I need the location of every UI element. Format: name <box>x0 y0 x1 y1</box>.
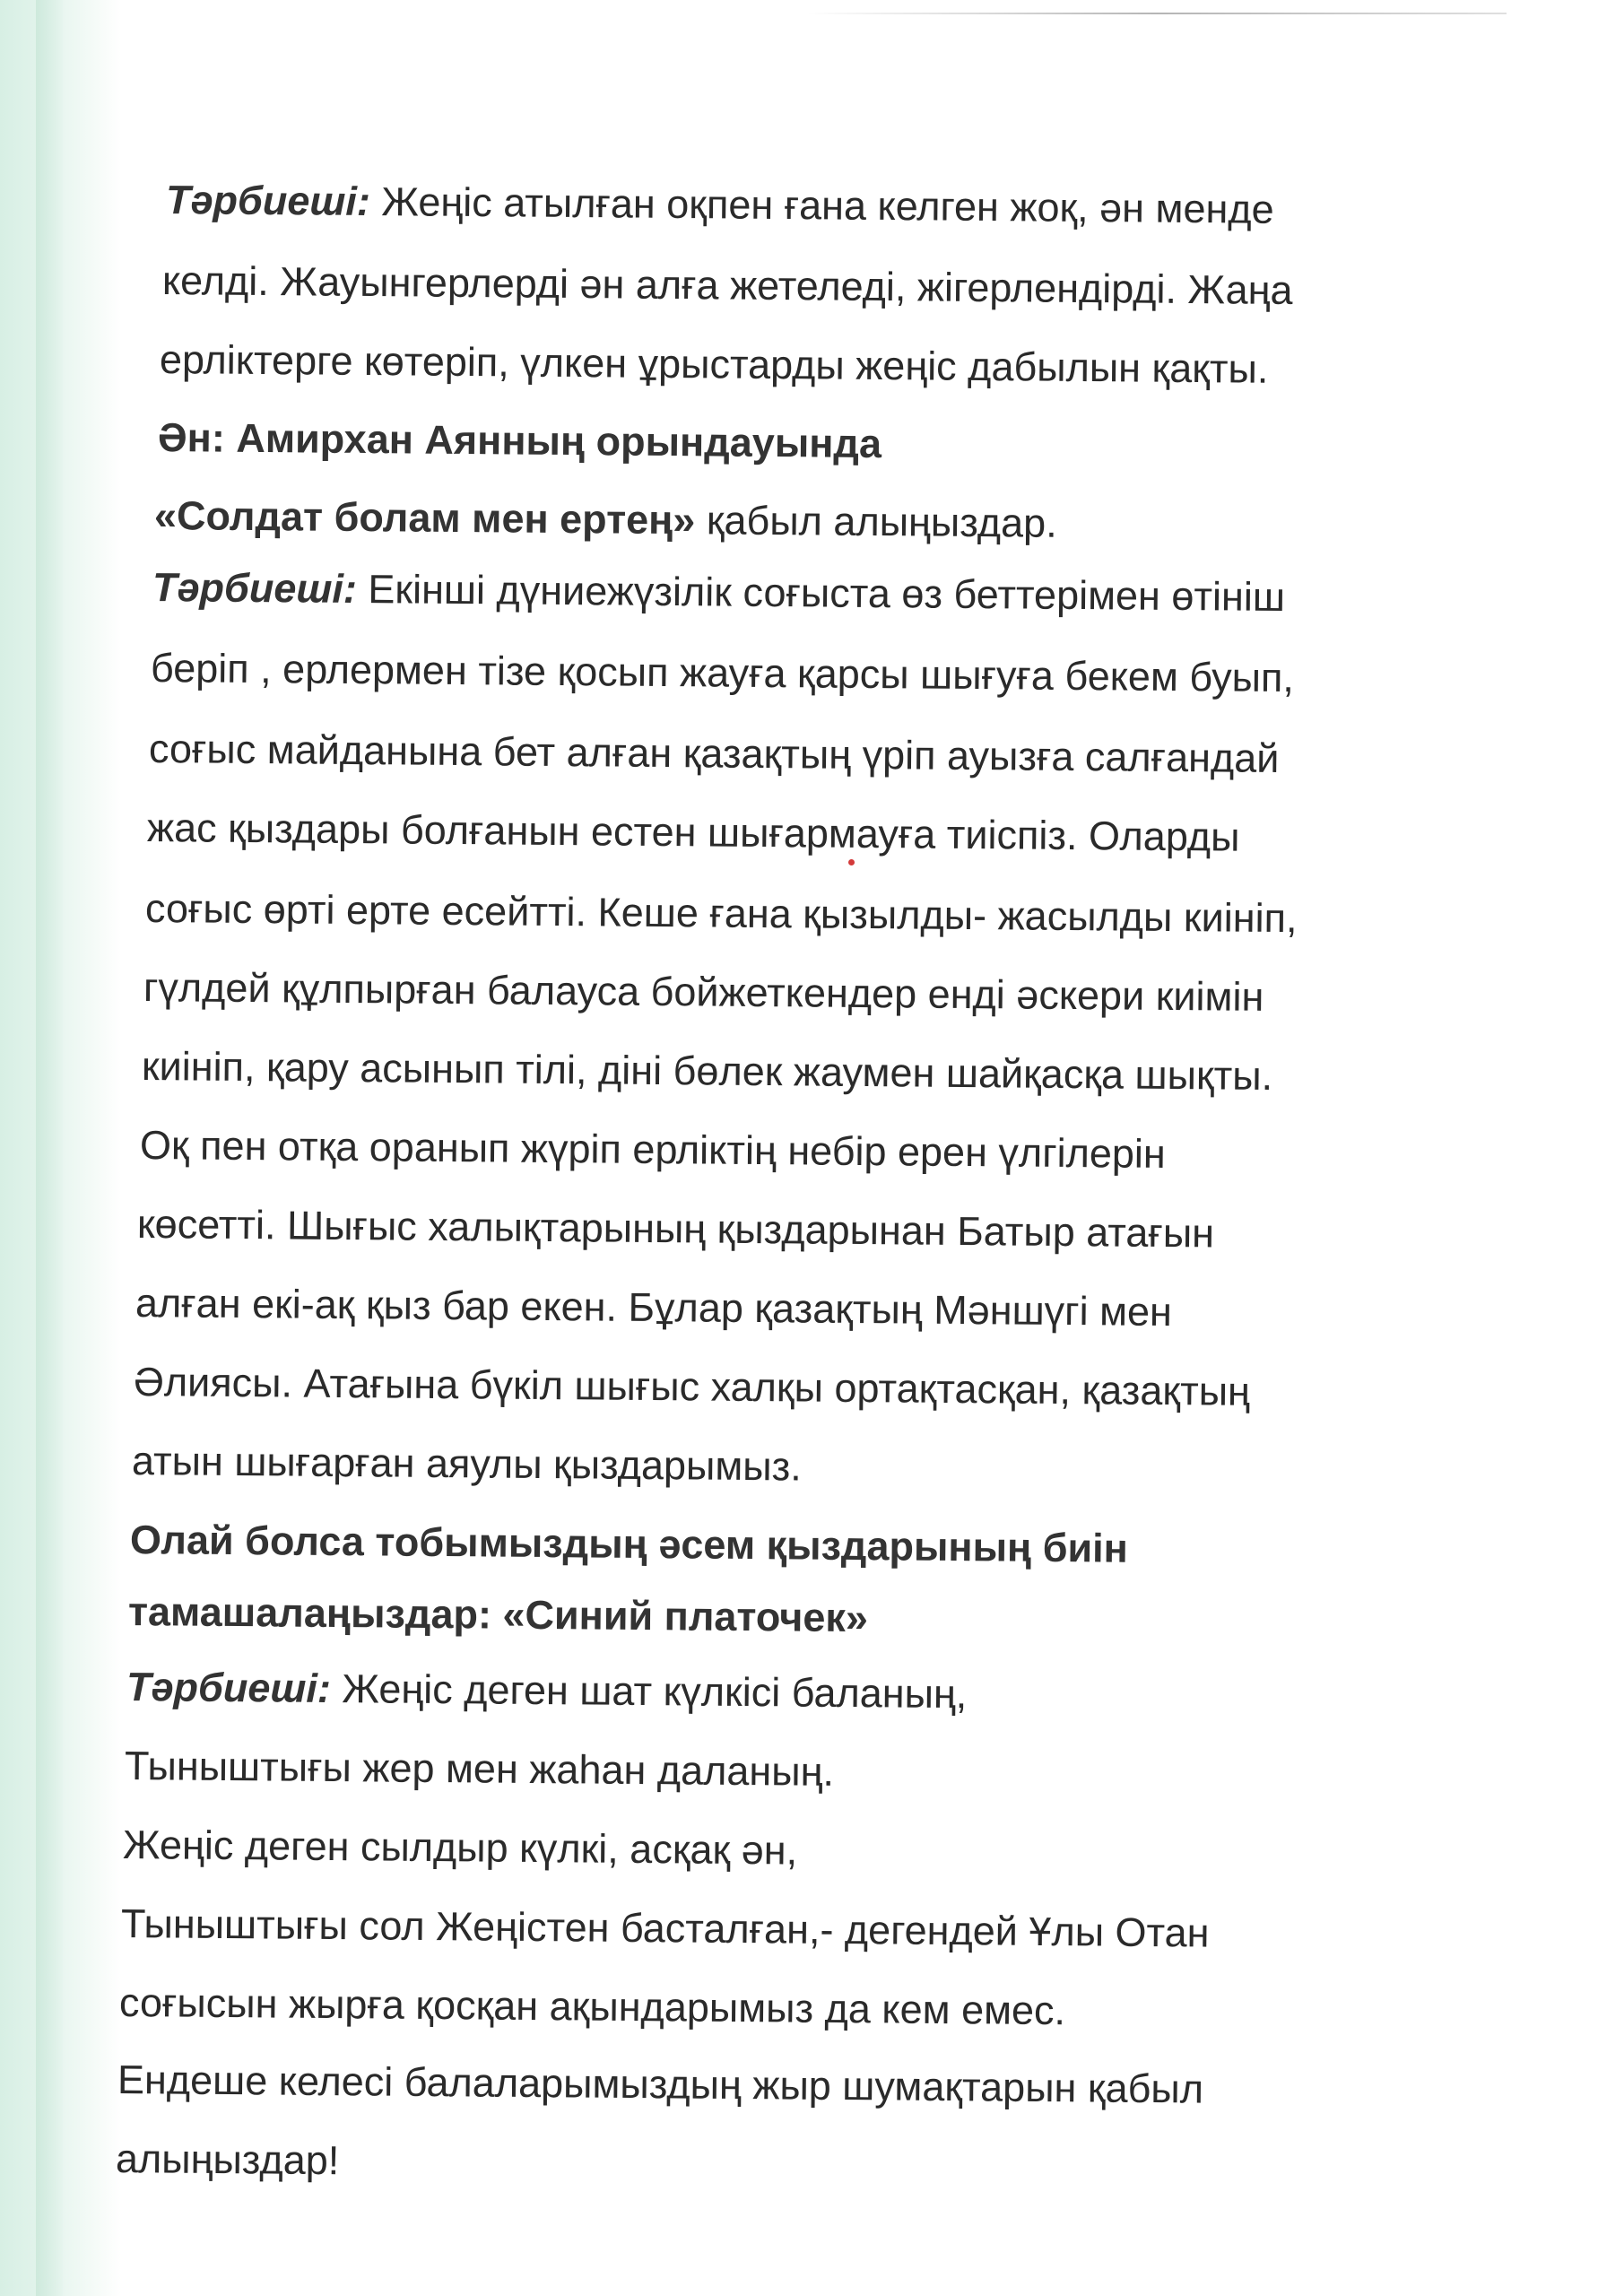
line-text: атын шығарған аяулы қыздарымыз. <box>131 1438 803 1490</box>
line-text: Жеңіс атылған оқпен ғана келген жоқ, ән менде <box>369 178 1274 232</box>
line-text: Ендеше келесі балаларымыздың жыр шумақтарын қабыл <box>117 2057 1204 2112</box>
line-text: киініп, қару асынып тілі, діні бөлек жаумен шайқасқа шықты. <box>141 1043 1273 1100</box>
text-line-14 <box>136 1201 1215 1257</box>
text-line-13 <box>139 1122 1166 1177</box>
text-line-3 <box>159 336 1269 392</box>
text-line-17 <box>131 1438 803 1490</box>
line-text: Оқ пен отқа оранып жүріп ерліктің небір ерен үлгілерін <box>139 1122 1166 1177</box>
line-text: қабыл алыңыздар. <box>695 497 1057 546</box>
line-text: соғысын жырға қосқан ақындарымыз да кем емес. <box>118 1979 1066 2034</box>
line-text: Екінші дүниежүзілік соғыста өз беттерімен өтініш <box>356 565 1286 621</box>
line-text: алыңыздар! <box>115 2135 340 2184</box>
text-line-16 <box>134 1361 1250 1412</box>
poem-line: Тыныштығы сол Жеңістен басталған,- дегендей Ұлы Отан <box>120 1900 1210 1956</box>
speaker-label: Тәрбиеші: <box>152 564 358 612</box>
text-line-1 <box>166 179 1274 230</box>
line-text: көсетті. Шығыс халықтарының қыздарынан Батыр атағын <box>136 1201 1215 1257</box>
speaker-label: Тәрбиеші: <box>165 177 371 224</box>
line-text: ерліктерге көтеріп, үлкен ұрыстарды жеңіс дабылын қақты. <box>159 336 1269 392</box>
text-line-22 <box>122 1822 798 1874</box>
text-line-10 <box>144 885 1298 942</box>
song-heading: Ән: Амирхан Аянның орындауында <box>157 414 882 467</box>
text-line-23 <box>120 1900 1210 1956</box>
text-line-25 <box>117 2057 1204 2112</box>
text-line-19 <box>127 1588 869 1641</box>
text-line-8 <box>148 726 1280 781</box>
text-line-21 <box>124 1743 835 1795</box>
speaker-label: Тәрбиеші: <box>126 1664 332 1711</box>
line-text: соғыс майданына бет алған қазақтың үріп ауызға салғандай <box>148 726 1280 781</box>
line-text: алған екі-ақ қыз бар екен. Бұлар қазақтың Мәншүгі мен <box>135 1280 1173 1335</box>
poem-line: Тыныштығы жер мен жаһан даланың. <box>124 1743 835 1795</box>
text-line-5 <box>153 492 1057 546</box>
text-line-20 <box>126 1664 968 1718</box>
text-line-11 <box>143 964 1264 1020</box>
song-title: «Солдат болам мен ертең» <box>153 492 696 544</box>
text-line-24 <box>118 1979 1066 2034</box>
line-text: келді. Жауынгерлерді ән алға жетеледі, жігерлендірді. Жаңа <box>161 257 1293 313</box>
dance-heading: Олай болса тобымыздың әсем қыздарының биін <box>129 1517 1129 1571</box>
dance-title: тамашалаңыздар: «Синий платочек» <box>127 1588 869 1641</box>
text-line-26 <box>115 2135 340 2184</box>
text-line-2 <box>161 257 1293 313</box>
line-text: соғыс өрті ерте есейтті. Кеше ғана қызылды- жасылды киініп, <box>144 885 1298 942</box>
text-line-12 <box>141 1043 1273 1100</box>
line-text: Жеңіс деген шат күлкісі баланың, <box>330 1665 968 1718</box>
line-text: гүлдей құлпырған балауса бойжеткендер енді әскери киімін <box>143 964 1264 1020</box>
text-line-9 <box>146 804 1240 860</box>
text-line-4 <box>157 414 882 467</box>
poem-line: Жеңіс деген сылдыр күлкі, асқақ ән, <box>122 1822 798 1874</box>
text-line-6 <box>152 564 1286 621</box>
text-line-18 <box>130 1519 1128 1569</box>
text-line-7 <box>150 645 1295 701</box>
text-line-15 <box>135 1280 1173 1335</box>
line-text: беріп , ерлермен тізе қосып жауға қарсы шығуға бекем буып, <box>150 645 1295 701</box>
line-text: Әлиясы. Атағына бүкіл шығыс халқы ортақтасқан, қазақтың <box>133 1359 1251 1414</box>
line-text: жас қыздары болғанын естен шығармауға тиіспіз. Оларды <box>146 804 1240 860</box>
